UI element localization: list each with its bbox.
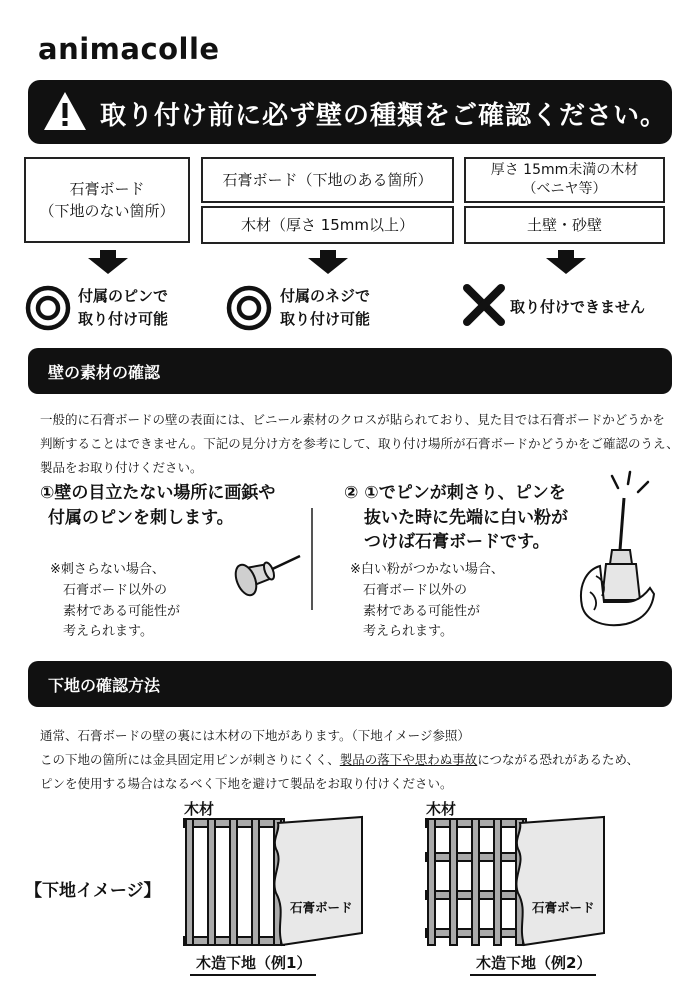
step-2 [344,481,568,555]
down-arrow-icon [546,250,586,274]
paragraph-text: この下地の箇所には金具固定用ピンが刺さりにくく、 [40,751,340,767]
result-not-possible: 取り付けできません [510,298,646,316]
wood-label-1: 木材 [184,800,215,818]
wall-type-label: 木材（厚さ 15mm以上） [240,215,415,234]
paragraph-line: 判断することはできません。下記の見分け方を参考にして、取り付け場所が石膏ボードかどうかをご確認のうえ、 [40,435,679,451]
wall-type-sublabel: （ベニヤ等） [522,181,607,197]
section-title: 壁の素材の確認 [48,363,161,382]
warning-banner [28,80,672,144]
stud-frame-example-2 [422,815,607,950]
wall-type-label: 厚さ 15mm未満の木材 [490,162,639,179]
stud-frame-example-1 [180,815,365,950]
image-section-title: 【下地イメージ】 [25,881,161,901]
wall-type-wood-thick [201,206,454,244]
result-label: 付属のピンで [78,287,169,305]
step-line: 抜いた時に先端に白い粉が [364,507,568,528]
note-line: ※刺さらない場合、 [50,562,165,577]
cross-mark-icon [462,283,506,327]
wall-type-label: 石膏ボード [69,179,145,198]
column-divider [311,508,313,610]
section-title: 下地の確認方法 [48,676,161,695]
down-arrow-icon [88,250,128,274]
wall-type-thin-wood [464,157,665,203]
note-line: 考えられます。 [63,624,153,640]
result-label: 付属のネジで [280,287,371,305]
note-line: ※白い粉がつかない場合、 [350,562,504,577]
underlined-warning: 製品の落下や思わぬ事故 [339,751,478,767]
paragraph-line: ピンを使用する場合はなるべく下地を避けて製品をお取り付けください。 [40,775,453,791]
result-screw-ok [280,285,370,332]
double-circle-icon [226,285,272,331]
note-line: 考えられます。 [363,624,453,640]
step-line: 付属のピンを刺します。 [48,507,234,528]
board-label-1: 石膏ボード [290,900,353,915]
wall-type-sublabel: （下地のない箇所） [39,202,175,220]
step-line: つけば石膏ボードです。 [364,532,550,553]
caption-underline [470,974,596,976]
step-line: ② ①でピンが刺さり、ピンを [344,483,566,503]
note-2 [350,560,504,643]
wall-type-label: 石膏ボード（下地のある箇所） [222,170,433,189]
caption-example-1: 木造下地（例1） [196,954,312,972]
note-line: 石膏ボード以外の [363,582,468,598]
wood-label-2: 木材 [426,800,457,818]
wall-type-earth-sand [464,206,665,244]
push-pin-icon [226,550,302,602]
banner-text: 取り付け前に必ず壁の種類をご確認ください。 [100,101,668,131]
caption-underline [190,974,316,976]
board-label-2: 石膏ボード [532,900,595,915]
stud-paragraph [40,724,665,795]
down-arrow-icon [308,250,348,274]
wall-type-gypsum-with-stud [201,157,454,203]
result-label: 取り付け可能 [78,310,169,329]
paragraph-line: 一般的に石膏ボードの壁の表面には、ビニール素材のクロスが貼られており、見た目では石膏ボードかどうかを [40,412,665,427]
warning-triangle-icon [42,90,88,132]
note-1 [50,560,180,643]
hand-holding-pin-icon [556,470,660,630]
step-1 [40,481,275,530]
paragraph-line: 製品をお取り付けください。 [40,459,203,475]
section-bar-material [28,348,672,394]
note-line: 素材である可能性が [363,603,481,619]
section-bar-stud-check [28,661,672,707]
wall-type-gypsum-no-stud [24,157,190,243]
step-line: ①壁の目立たない場所に画鋲や [40,483,276,503]
result-pin-ok [78,285,168,332]
paragraph-line [40,748,665,772]
paragraph-line: 通常、石膏ボードの壁の裏には木材の下地があります。（下地イメージ参照） [40,728,470,743]
caption-example-2: 木造下地（例2） [476,954,592,972]
result-label: 取り付け可能 [280,310,371,329]
paragraph-text: につながる恐れがあるため、 [477,751,640,767]
brand-logo: animacolle [38,32,220,66]
note-line: 石膏ボード以外の [63,582,168,598]
double-circle-icon [25,285,71,331]
wall-type-label: 土壁・砂壁 [526,215,602,234]
note-line: 素材である可能性が [63,603,181,619]
material-paragraph [40,408,679,479]
